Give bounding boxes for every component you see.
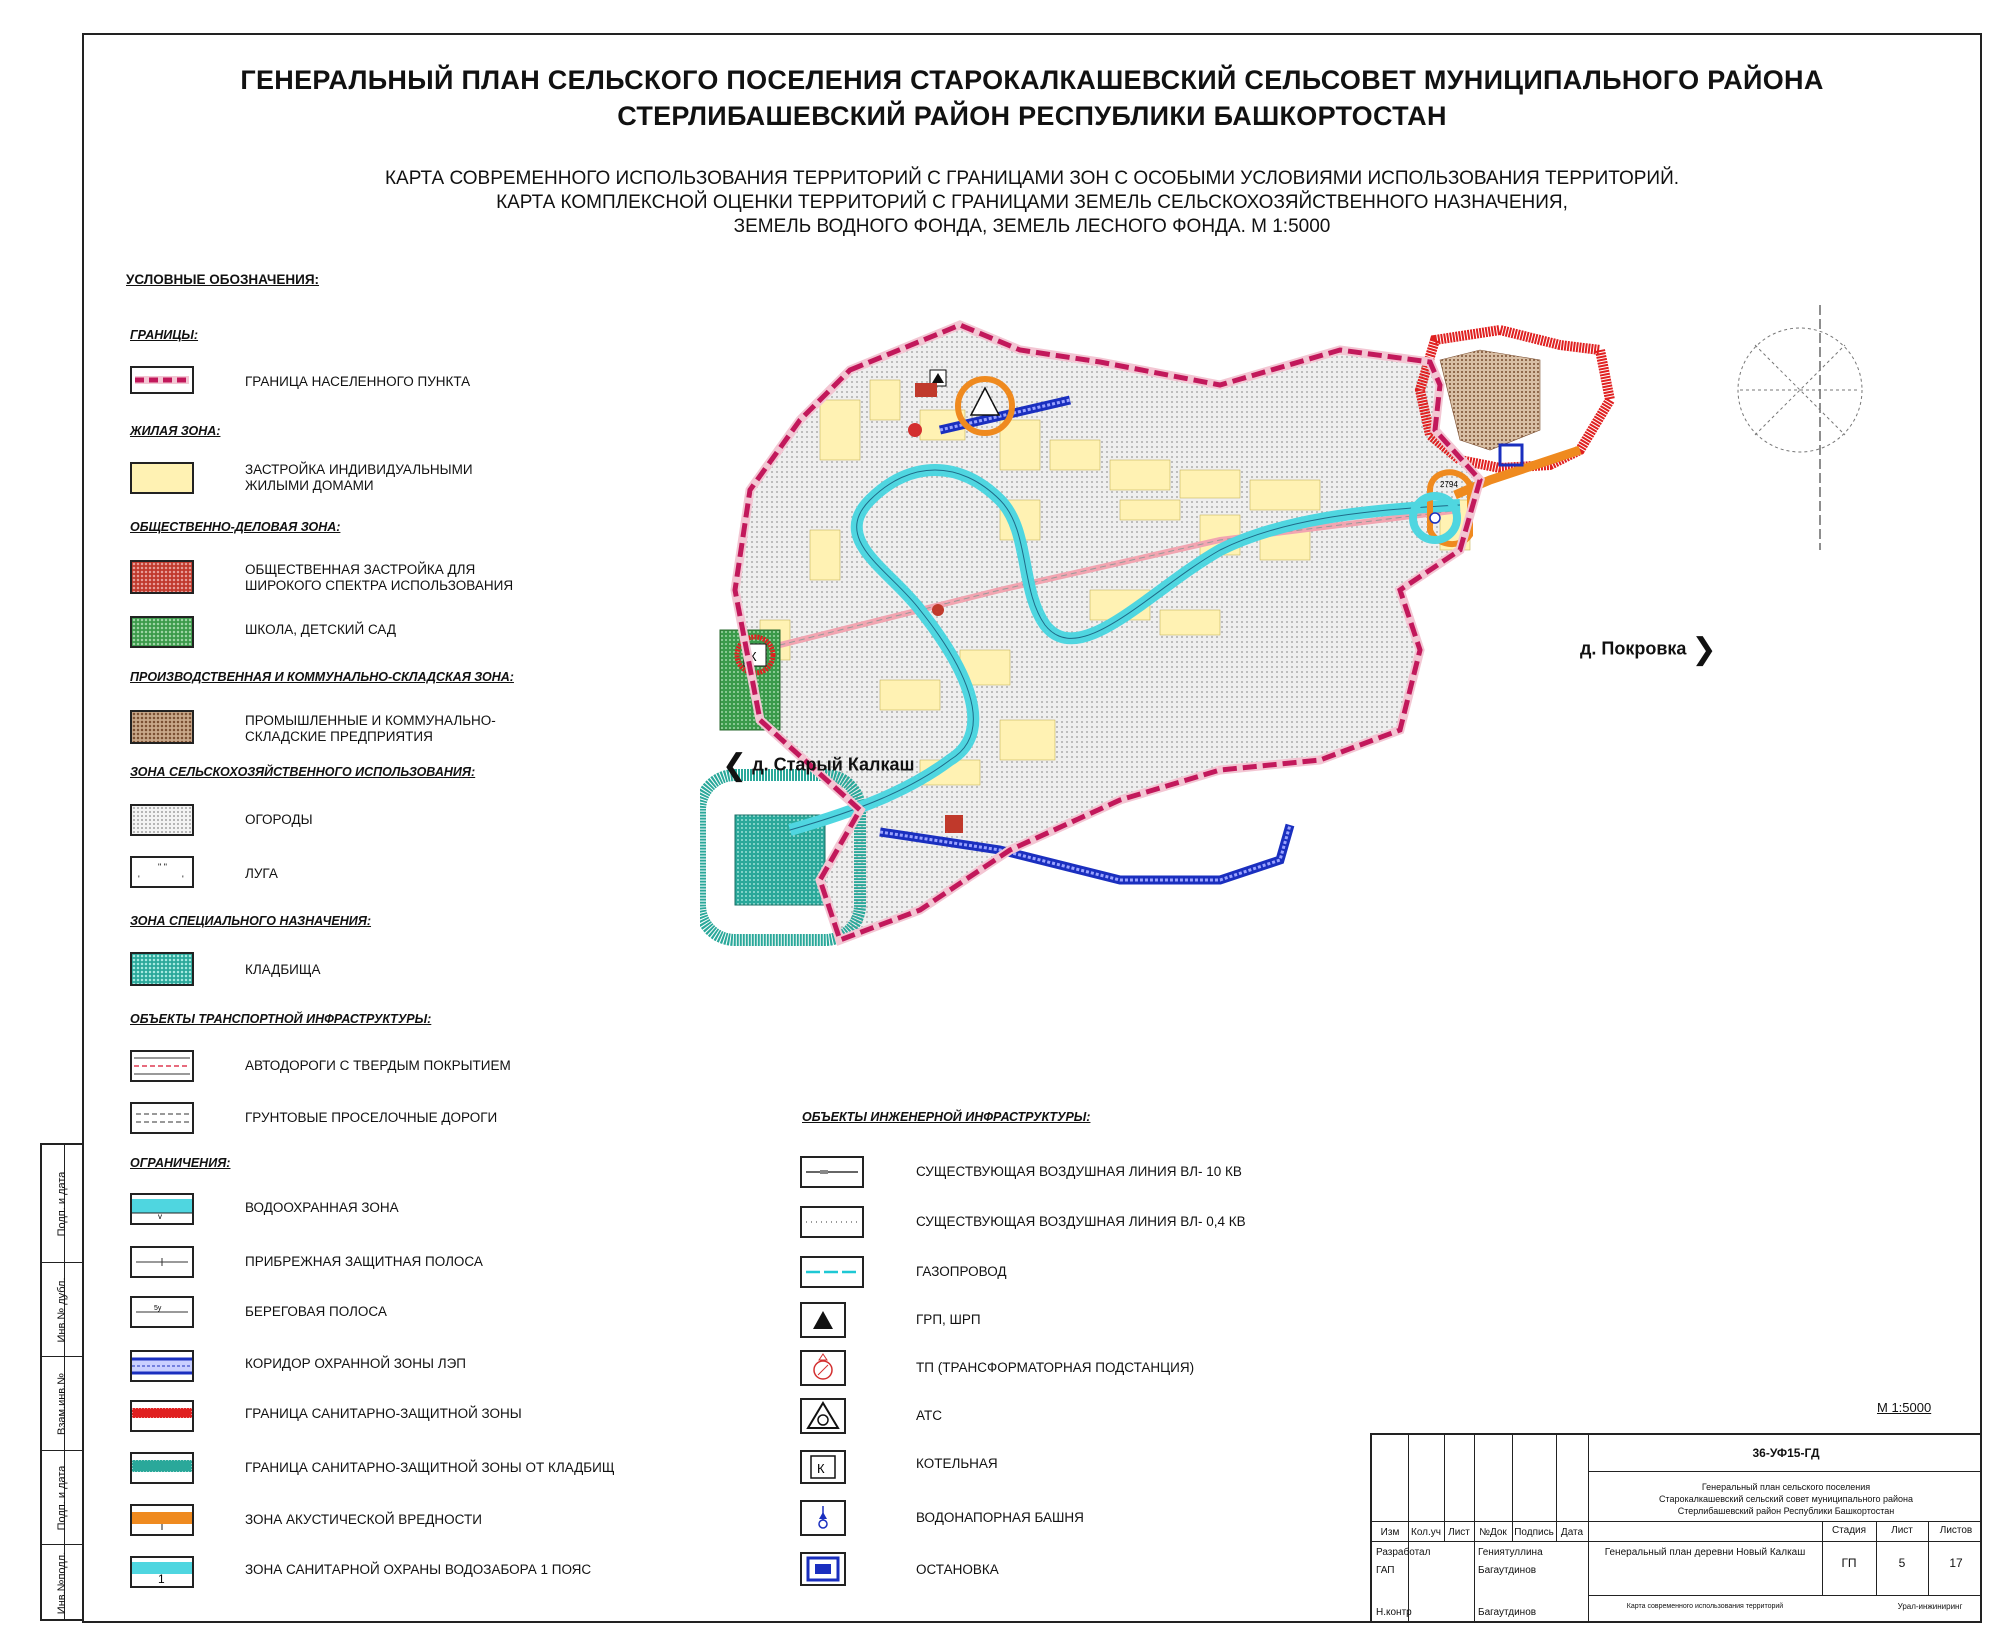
label-vl10: СУЩЕСТВУЮЩАЯ ВОЗДУШНАЯ ЛИНИЯ ВЛ- 10 КВ — [916, 1164, 1242, 1179]
chevron-left-icon: ❮ — [722, 749, 748, 782]
side-strip-label: Инв.№подл. — [56, 1551, 68, 1615]
label-water-intake: ЗОНА САНИТАРНОЙ ОХРАНЫ ВОДОЗАБОРА 1 ПОЯС — [245, 1562, 592, 1577]
label-grp: ГРП, ШРП — [916, 1312, 981, 1327]
org-name: Урал-инжиниринг — [1897, 1602, 1963, 1611]
intake-number: 1 — [158, 1572, 165, 1586]
label-settlement-border: ГРАНИЦА НАСЕЛЕННОГО ПУНКТА — [245, 374, 471, 389]
swatch-vl10 — [800, 1156, 864, 1188]
label-shore-strip: БЕРЕГОВАЯ ПОЛОСА — [245, 1304, 387, 1319]
swatch-gardens — [130, 804, 194, 836]
role-3: Н.контр — [1376, 1607, 1412, 1618]
label-public-building: ОБЩЕСТВЕННАЯ ЗАСТРОЙКА ДЛЯ ШИРОКОГО СПЕКТРА ИСПОЛЬЗОВАНИЯ — [245, 562, 514, 593]
col-izm: Изм — [1380, 1527, 1400, 1538]
swatch-public-building — [130, 560, 194, 594]
side-strip-label: Подп. и дата — [56, 1465, 68, 1530]
section-borders: ГРАНИЦЫ: — [130, 328, 199, 342]
svg-text:': ' — [182, 874, 184, 884]
water-tower-icon — [800, 1500, 846, 1536]
subtitle: КАРТА СОВРЕМЕННОГО ИСПОЛЬЗОВАНИЯ ТЕРРИТОРИЙ С ГРАНИЦАМИ ЗОН С ОСОБЫМИ УСЛОВИЯМИ ИСПОЛЬЗОВАНИЯ ТЕРРИТОРИЙ. КАРТА КОМПЛЕКСНОЙ ОЦЕНКИ ТЕРРИТОРИЙ С ГРАНИЦАМИ ЗЕМЕЛЬ СЕЛЬСКОХОЗЯЙСТВЕННОГО НАЗНАЧЕНИЯ, ЗЕМЕЛЬ ВОДНОГО ФОНДА, ЗЕМЕЛЬ ЛЕСНОГО ФОНДА. М 1:5000 — [384, 168, 1680, 237]
label-water-tower: ВОДОНАПОРНАЯ БАШНЯ — [916, 1510, 1084, 1525]
label-water-protection: ВОДООХРАННАЯ ЗОНА — [245, 1200, 399, 1215]
side-strip-label: Взам.инв.№ — [56, 1372, 68, 1435]
map-k: К — [749, 649, 757, 664]
label-sanitary-zone-cemetery: ГРАНИЦА САНИТАРНО-ЗАЩИТНОЙ ЗОНЫ ОТ КЛАДБИЩ — [245, 1460, 615, 1475]
main-title: ГЕНЕРАЛЬНЫЙ ПЛАН СЕЛЬСКОГО ПОСЕЛЕНИЯ СТАРОКАЛКАШЕВСКИЙ СЕЛЬСОВЕТ МУНИЦИПАЛЬНОГО РАЙОНА СТЕРЛИБАШЕВСКИЙ РАЙОН РЕСПУБЛИКИ БАШКОРТОСТАН — [240, 65, 1824, 131]
section-engineering: ОБЪЕКТЫ ИНЖЕНЕРНОЙ ИНФРАСТРУКТУРЫ: — [802, 1110, 1091, 1124]
role-1: Разработал — [1376, 1547, 1431, 1558]
label-individual-housing: ЗАСТРОЙКА ИНДИВИДУАЛЬНЫМИ ЖИЛЫМИ ДОМАМИ — [245, 462, 473, 493]
swatch-dirt-roads — [130, 1102, 194, 1134]
svg-text:': ' — [138, 874, 140, 884]
swatch-school — [130, 616, 194, 648]
chevron-right-icon: ❯ — [1691, 633, 1717, 666]
swatch-meadows — [130, 856, 194, 888]
label-dirt-roads: ГРУНТОВЫЕ ПРОСЕЛОЧНЫЕ ДОРОГИ — [245, 1110, 498, 1125]
label-stop: ОСТАНОВКА — [916, 1562, 999, 1577]
swatch-paved-roads — [130, 1050, 194, 1082]
name-1: Гениятуллина — [1478, 1547, 1543, 1558]
swatch-industry — [130, 710, 194, 744]
ats-icon — [800, 1398, 846, 1434]
compass-icon — [1720, 300, 1870, 560]
label-school: ШКОЛА, ДЕТСКИЙ САД — [245, 622, 397, 637]
doc-desc: Генеральный план сельского поселения Старокалкашевский сельский совет муниципального района Стерлибашевский район Республики Башкортостан — [1658, 1482, 1914, 1516]
svg-text:v: v — [158, 1212, 162, 1221]
water-tower-marker — [1430, 513, 1440, 523]
title-block — [1370, 1433, 1982, 1623]
legend-title: УСЛОВНЫЕ ОБОЗНАЧЕНИЯ: — [126, 272, 320, 287]
doc-code: 36-УФ15-ГД — [1752, 1446, 1820, 1460]
col-sign: Подпись — [1514, 1527, 1554, 1538]
swatch-power-corridor — [130, 1350, 194, 1382]
sheet-value: 5 — [1898, 1556, 1906, 1570]
label-paved-roads: АВТОДОРОГИ С ТВЕРДЫМ ПОКРЫТИЕМ — [245, 1058, 511, 1073]
name-2: Багаутдинов — [1478, 1565, 1537, 1576]
map-caption: Карта современного использования территорий — [1626, 1603, 1784, 1610]
label-vl04: СУЩЕСТВУЮЩАЯ ВОЗДУШНАЯ ЛИНИЯ ВЛ- 0,4 КВ — [916, 1214, 1246, 1229]
scale-label: М 1:5000 — [1877, 1400, 1932, 1415]
swatch-water-protection — [130, 1193, 194, 1225]
svg-text:" ": " " — [158, 862, 167, 872]
swatch-cemeteries — [130, 952, 194, 986]
direction-left: ❮ д. Старый Калкаш — [722, 749, 915, 782]
boiler-glyph: К — [817, 1461, 825, 1476]
swatch-gas — [800, 1256, 864, 1288]
direction-right: д. Покровка ❯ — [1580, 633, 1717, 666]
label-gardens: ОГОРОДЫ — [245, 812, 313, 827]
stage-value: ГП — [1841, 1556, 1857, 1570]
swatch-vl04 — [800, 1206, 864, 1238]
swatch-water-intake — [130, 1556, 194, 1588]
label-ats: АТС — [916, 1408, 942, 1423]
col-date: Дата — [1560, 1527, 1584, 1538]
industrial-zone — [1440, 350, 1540, 450]
side-strip — [40, 1143, 82, 1621]
bus-stop-marker — [1500, 445, 1522, 465]
side-strip-label: Инв.№ дубл. — [56, 1276, 68, 1343]
public-building — [945, 815, 963, 833]
swatch-sanitary-zone — [130, 1400, 194, 1432]
swatch-acoustic — [130, 1504, 194, 1536]
stage-header: Стадия — [1831, 1525, 1867, 1536]
sheet-header: Лист — [1891, 1525, 1913, 1536]
label-coastal-strip: ПРИБРЕЖНАЯ ЗАЩИТНАЯ ПОЛОСА — [245, 1254, 483, 1269]
section-transport: ОБЪЕКТЫ ТРАНСПОРТНОЙ ИНФРАСТРУКТУРЫ: — [130, 1012, 432, 1026]
label-gas: ГАЗОПРОВОД — [916, 1264, 1007, 1279]
label-acoustic: ЗОНА АКУСТИЧЕСКОЙ ВРЕДНОСТИ — [245, 1512, 482, 1527]
label-cemeteries: КЛАДБИЩА — [245, 962, 321, 977]
name-3: Багаутдинов — [1478, 1607, 1537, 1618]
sheet-title: Генеральный план деревни Новый Калкаш — [1604, 1547, 1806, 1558]
section-special: ЗОНА СПЕЦИАЛЬНОГО НАЗНАЧЕНИЯ: — [130, 914, 372, 928]
sheets-value: 17 — [1949, 1556, 1963, 1570]
col-koluch: Кол.уч — [1411, 1527, 1441, 1538]
label-meadows: ЛУГА — [245, 866, 278, 881]
label-power-corridor: КОРИДОР ОХРАННОЙ ЗОНЫ ЛЭП — [245, 1356, 466, 1371]
swatch-shore-strip — [130, 1296, 194, 1328]
label-sanitary-zone: ГРАНИЦА САНИТАРНО-ЗАЩИТНОЙ ЗОНЫ — [245, 1406, 522, 1421]
svg-text:5y: 5y — [154, 1305, 162, 1312]
label-industry: ПРОМЫШЛЕННЫЕ И КОММУНАЛЬНО- СКЛАДСКИЕ ПРЕДПРИЯТИЯ — [245, 713, 496, 744]
swatch-settlement-border — [130, 366, 194, 394]
road-label: 2794 — [1440, 480, 1458, 489]
label-boiler: КОТЕЛЬНАЯ — [916, 1456, 998, 1471]
section-residential: ЖИЛАЯ ЗОНА: — [130, 424, 221, 438]
swatch-individual-housing — [130, 462, 194, 494]
sheets-header: Листов — [1939, 1525, 1973, 1536]
section-public: ОБЩЕСТВЕННО-ДЕЛОВАЯ ЗОНА: — [130, 520, 341, 534]
village-map — [700, 290, 1650, 970]
bus-stop-icon — [800, 1552, 846, 1586]
side-strip-label: Подп. и дата — [56, 1171, 68, 1236]
grp-icon — [800, 1302, 846, 1338]
section-agri: ЗОНА СЕЛЬСКОХОЗЯЙСТВЕННОГО ИСПОЛЬЗОВАНИЯ: — [130, 765, 476, 779]
label-tp: ТП (ТРАНСФОРМАТОРНАЯ ПОДСТАНЦИЯ) — [916, 1360, 1195, 1375]
col-doc: №Док — [1479, 1527, 1507, 1538]
section-limits: ОГРАНИЧЕНИЯ: — [130, 1156, 231, 1170]
transformer-icon — [800, 1350, 846, 1386]
section-industrial: ПРОИЗВОДСТВЕННАЯ И КОММУНАЛЬНО-СКЛАДСКАЯ ЗОНА: — [130, 670, 514, 684]
col-list: Лист — [1448, 1527, 1470, 1538]
tp-marker — [908, 423, 922, 437]
swatch-sanitary-zone-cemetery — [130, 1452, 194, 1484]
role-2: ГАП — [1376, 1565, 1395, 1576]
swatch-coastal-strip — [130, 1246, 194, 1278]
boiler-icon — [800, 1450, 846, 1484]
